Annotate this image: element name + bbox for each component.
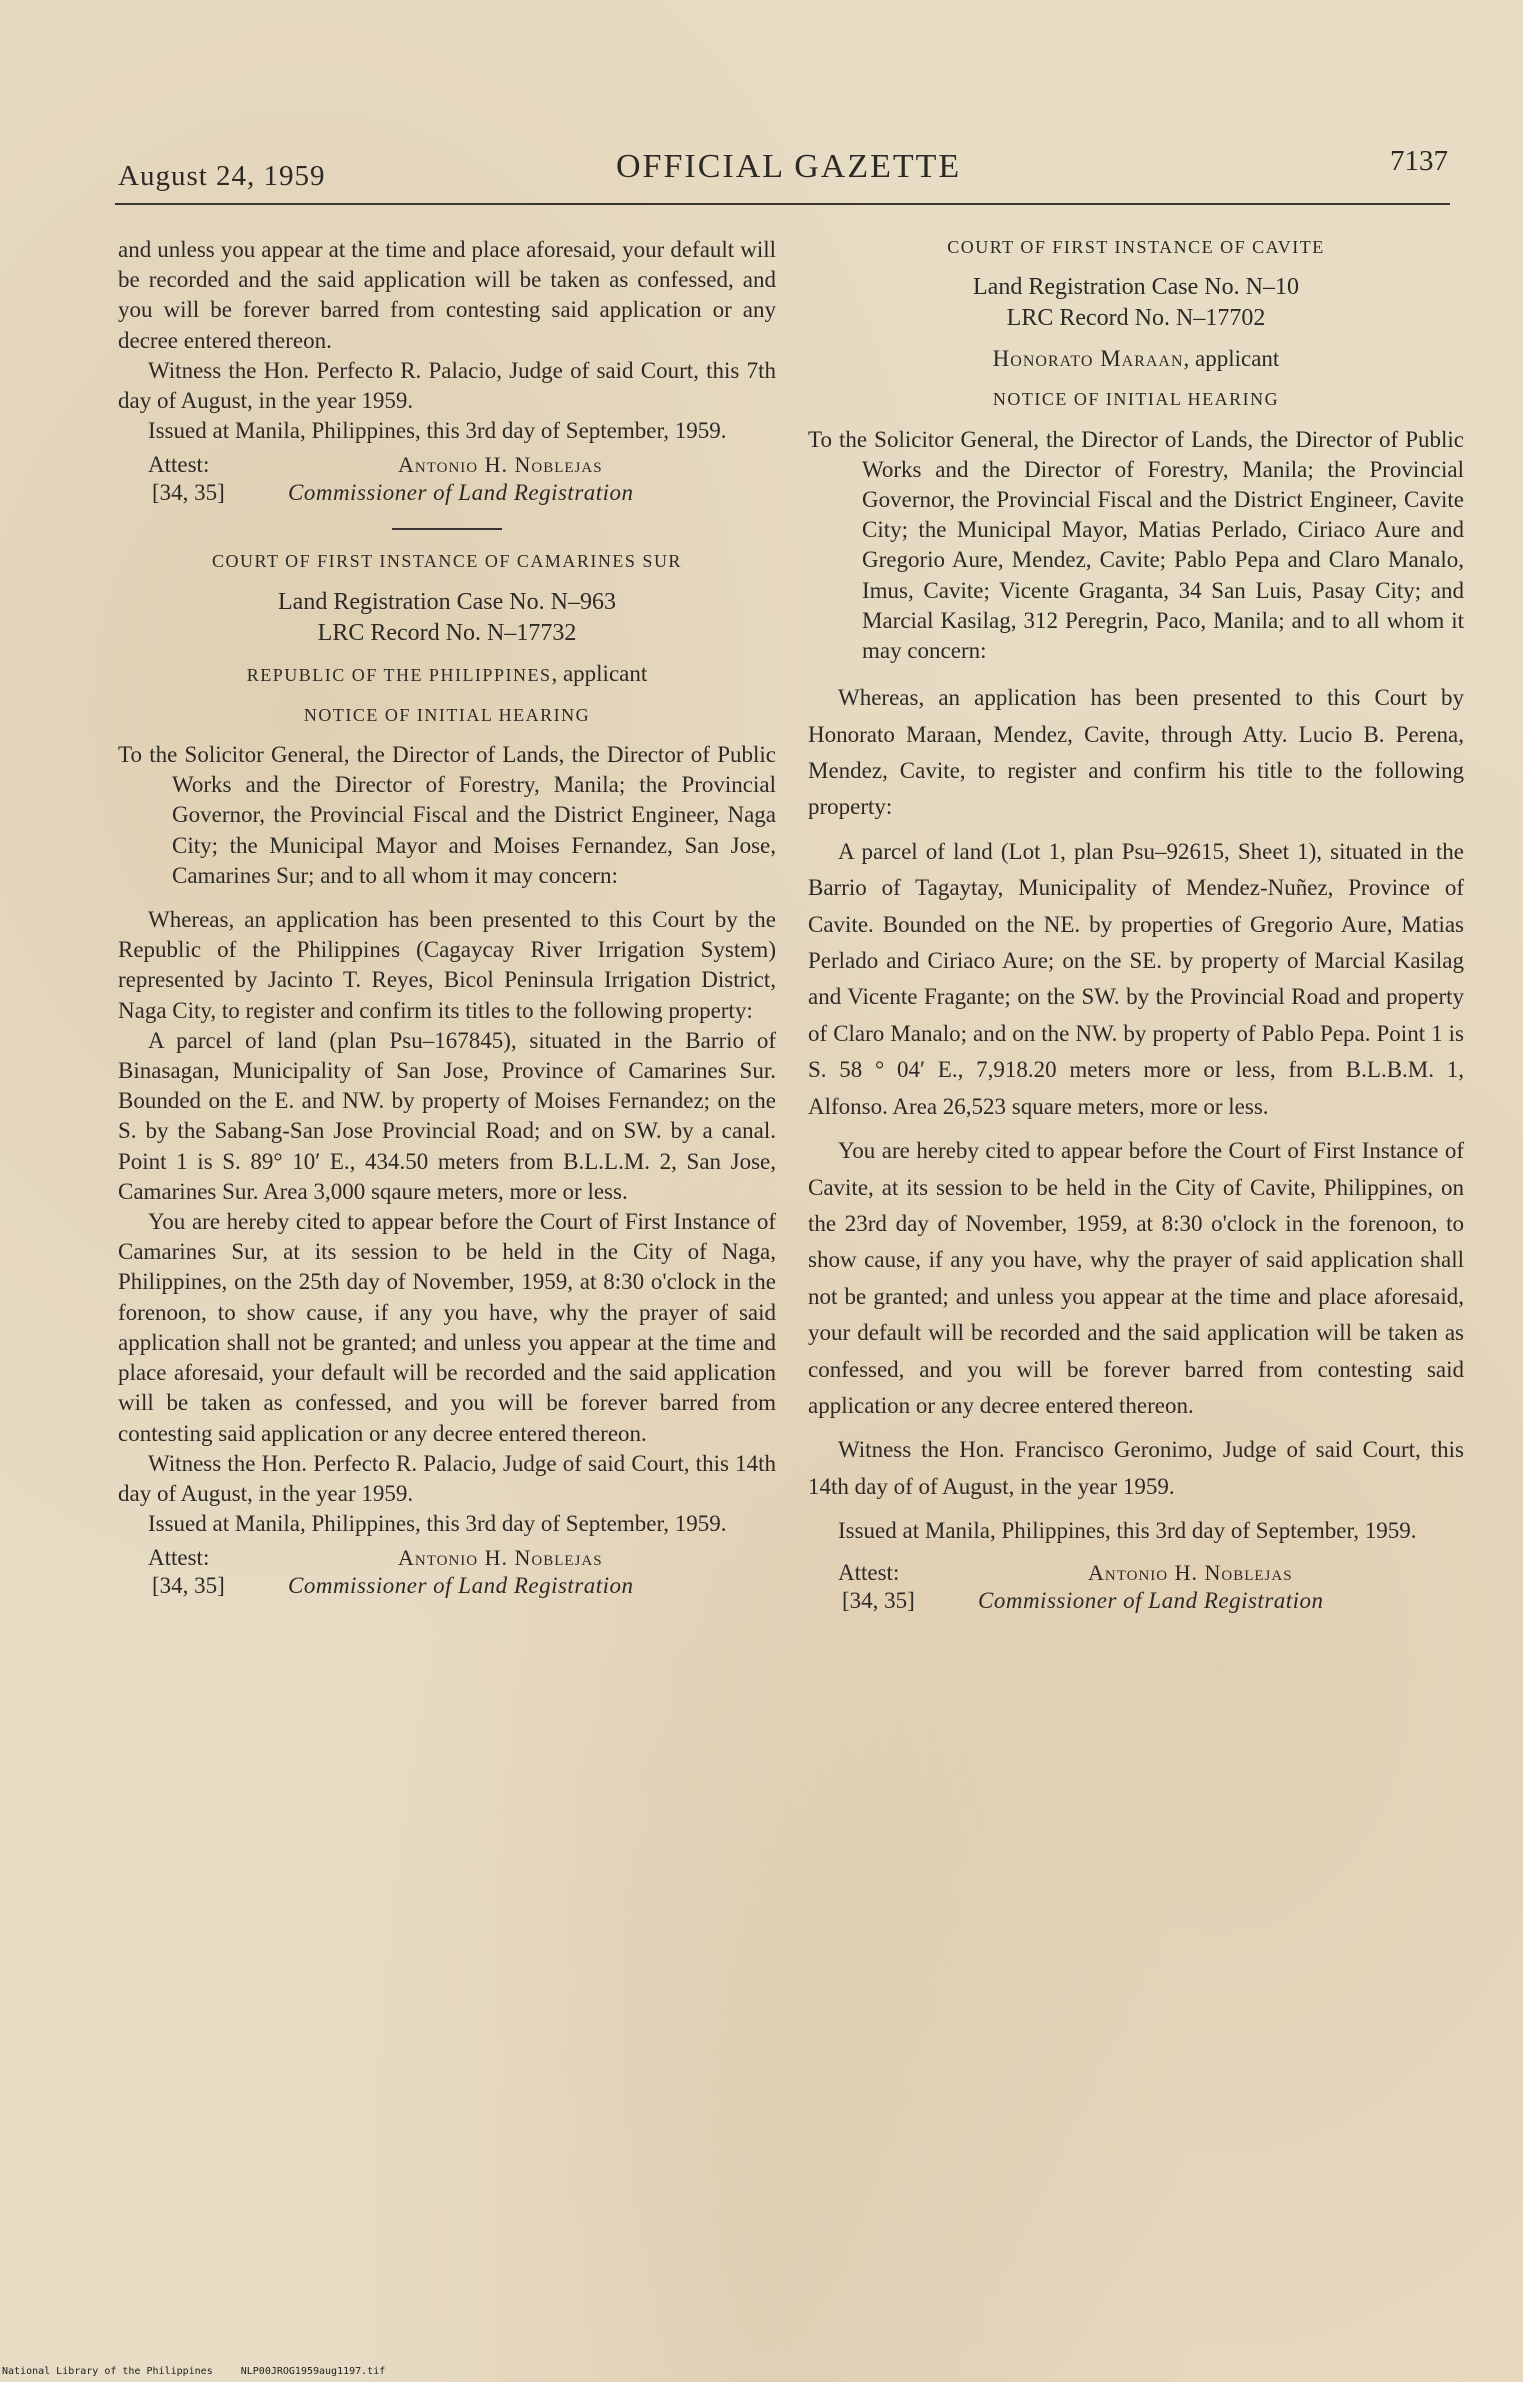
notice-title: NOTICE OF INITIAL HEARING	[992, 389, 1280, 410]
whereas-paragraph: Whereas, an application has been presented to this Court by the Republic of the Philippines (Cagaycay River Irrigation System) represented by Jacinto T. Reyes, Bicol Peninsula Irrigation District, Naga City, to register and confirm its titles to the following property:	[118, 907, 776, 1023]
right-column	[808, 232, 1464, 1614]
witness-paragraph: Witness the Hon. Perfecto R. Palacio, Judge of said Court, this 7th day of August, in the year 1959.	[118, 357, 776, 414]
publication-title: OFFICIAL GAZETTE	[616, 148, 962, 185]
applicant-suffix: , applicant	[551, 660, 648, 686]
reference-number: [34, 35]	[152, 480, 225, 506]
commissioner-title: Commissioner of Land Registration	[288, 1573, 634, 1599]
reference-number: [34, 35]	[842, 1587, 915, 1613]
attest-label: Attest:	[838, 1559, 900, 1585]
commissioner-title: Commissioner of Land Registration	[978, 1587, 1324, 1613]
case-number: Land Registration Case No. N–963	[278, 588, 616, 615]
commissioner-name: Antonio H. Noblejas	[1088, 1559, 1293, 1585]
addressees: To the Solicitor General, the Director of Lands, the Director of Public Works and the Director of Forestry, Manila; the Provincial Governor, the Provincial Fiscal and the District Engineer, Naga City; the Municipal Mayor and Moises Fernandez, San Jose, Camarines Sur; and to all whom it may concern:	[118, 742, 776, 888]
library-credit: National Library of the Philippines	[2, 2366, 213, 2377]
parcel-description: A parcel of land (Lot 1, plan Psu–92615, Sheet 1), situated in the Barrio of Tagaytay, Municipality of Mendez-Nuñez, Province of Cavite. Bounded on the NE. by properties of Gregorio Aure, Matias Perlado and Ciriaco Aure; on the SE. by property of Marcial Kasilag and Vicente Fragante; on the SW. by the Provincial Road and property of Claro Manalo; and on the NW. by property of Pablo Pepa. Point 1 is S. 58 ° 04′ E., 7,918.20 meters more or less, from B.L.B.M. 1, Alfonso. Area 26,523 square meters, more or less.	[808, 838, 1464, 1119]
applicant-line	[808, 344, 1464, 374]
parcel-description: A parcel of land (plan Psu–167845), situated in the Barrio of Binasagan, Municipality of San Jose, Province of Camarines Sur. Bounded on the E. and NW. by property of Moises Fernandez; on the S. by the Sabang-San Jose Provincial Road; and on SW. by a canal. Point 1 is S. 89° 10′ E., 434.50 meters from B.L.L.M. 2, San Jose, Camarines Sur. Area 3,000 sqaure meters, more or less.	[118, 1027, 776, 1204]
left-column	[118, 235, 776, 1599]
page-header	[118, 145, 1448, 208]
attest-block	[808, 1558, 1464, 1614]
commissioner-name: Antonio H. Noblejas	[398, 452, 603, 478]
issued-paragraph: Issued at Manila, Philippines, this 3rd day of September, 1959.	[148, 1511, 727, 1537]
section-divider	[392, 528, 502, 530]
whereas-paragraph: Whereas, an application has been presented to this Court by Honorato Maraan, Mendez, Cavite, through Atty. Lucio B. Perena, Mendez, Cavite, to register and confirm his title to the following property:	[808, 685, 1464, 820]
commissioner-name: Antonio H. Noblejas	[398, 1545, 603, 1571]
issued-paragraph: Issued at Manila, Philippines, this 3rd day of September, 1959.	[838, 1518, 1417, 1544]
reference-number: [34, 35]	[152, 1573, 225, 1599]
lrc-record-number: LRC Record No. N–17702	[1006, 305, 1266, 332]
citation-paragraph: You are hereby cited to appear before the Court of First Instance of Camarines Sur, at its session to be held in the City of Naga, Philippines, on the 25th day of November, 1959, at 8:30 o'clock in the forenoon, to show cause, if any you have, why the prayer of said application shall not be granted; and unless you appear at the time and place aforesaid, your default will be recorded and the said application will be taken as confessed, and you will be forever barred from contesting said application or any decree entered thereon.	[118, 1209, 776, 1446]
case-number: Land Registration Case No. N–10	[973, 274, 1299, 301]
applicant-suffix: , applicant	[1183, 346, 1280, 372]
page-number: 7137	[1390, 145, 1448, 177]
attest-label: Attest:	[148, 452, 210, 478]
witness-paragraph: Witness the Hon. Francisco Geronimo, Judge of said Court, this 14th day of of August, in the year 1959.	[808, 1437, 1464, 1499]
attest-block	[118, 450, 776, 506]
scan-footer	[2, 2366, 407, 2377]
notice-title: NOTICE OF INITIAL HEARING	[303, 704, 591, 725]
header-rule	[115, 203, 1450, 205]
continued-paragraph: and unless you appear at the time and place aforesaid, your default will be recorded and the said application will be taken as confessed, and you will be forever barred from contesting said application or any decree entered thereon.	[118, 237, 776, 353]
applicant-name: REPUBLIC OF THE PHILIPPINES	[246, 664, 552, 685]
witness-paragraph: Witness the Hon. Perfecto R. Palacio, Judge of said Court, this 14th day of August, in the year 1959.	[118, 1450, 776, 1506]
applicant-line	[118, 659, 776, 690]
commissioner-title: Commissioner of Land Registration	[288, 480, 634, 506]
citation-paragraph: You are hereby cited to appear before the Court of First Instance of Cavite, at its session to be held in the City of Cavite, Philippines, on the 23rd day of November, 1959, at 8:30 o'clock in the forenoon, to show cause, if any you have, why the prayer of said application shall not be granted; and unless you appear at the time and place aforesaid, your default will be recorded and the said application will be taken as confessed, and you will be forever barred from contesting said application or any decree entered thereon.	[808, 1138, 1464, 1418]
issued-paragraph: Issued at Manila, Philippines, this 3rd day of September, 1959.	[148, 418, 727, 444]
issue-date: August 24, 1959	[118, 160, 326, 192]
attest-block	[118, 1543, 776, 1599]
scan-filename: NLP00JROG1959aug1197.tif	[240, 2366, 386, 2377]
court-heading: COURT OF FIRST INSTANCE OF CAMARINES SUR	[212, 551, 682, 572]
lrc-record-number: LRC Record No. N–17732	[317, 619, 577, 646]
court-heading: COURT OF FIRST INSTANCE OF CAVITE	[947, 237, 1325, 257]
attest-label: Attest:	[148, 1545, 210, 1571]
addressees: To the Solicitor General, the Director of Lands, the Director of Public Works and the Director of Forestry, Manila; the Provincial Governor, the Provincial Fiscal and the District Engineer, Cavite City; the Municipal Mayor, Matias Perlado, Ciriaco Aure and Gregorio Aure, Mendez, Cavite; Pablo Pepa and Claro Manalo, Imus, Cavite; Vicente Graganta, 34 San Luis, Pasay City; and Marcial Kasilag, 312 Peregrin, Paco, Manila; and to all whom it may concern:	[808, 426, 1464, 664]
applicant-name: Honorato Maraan	[992, 346, 1184, 372]
